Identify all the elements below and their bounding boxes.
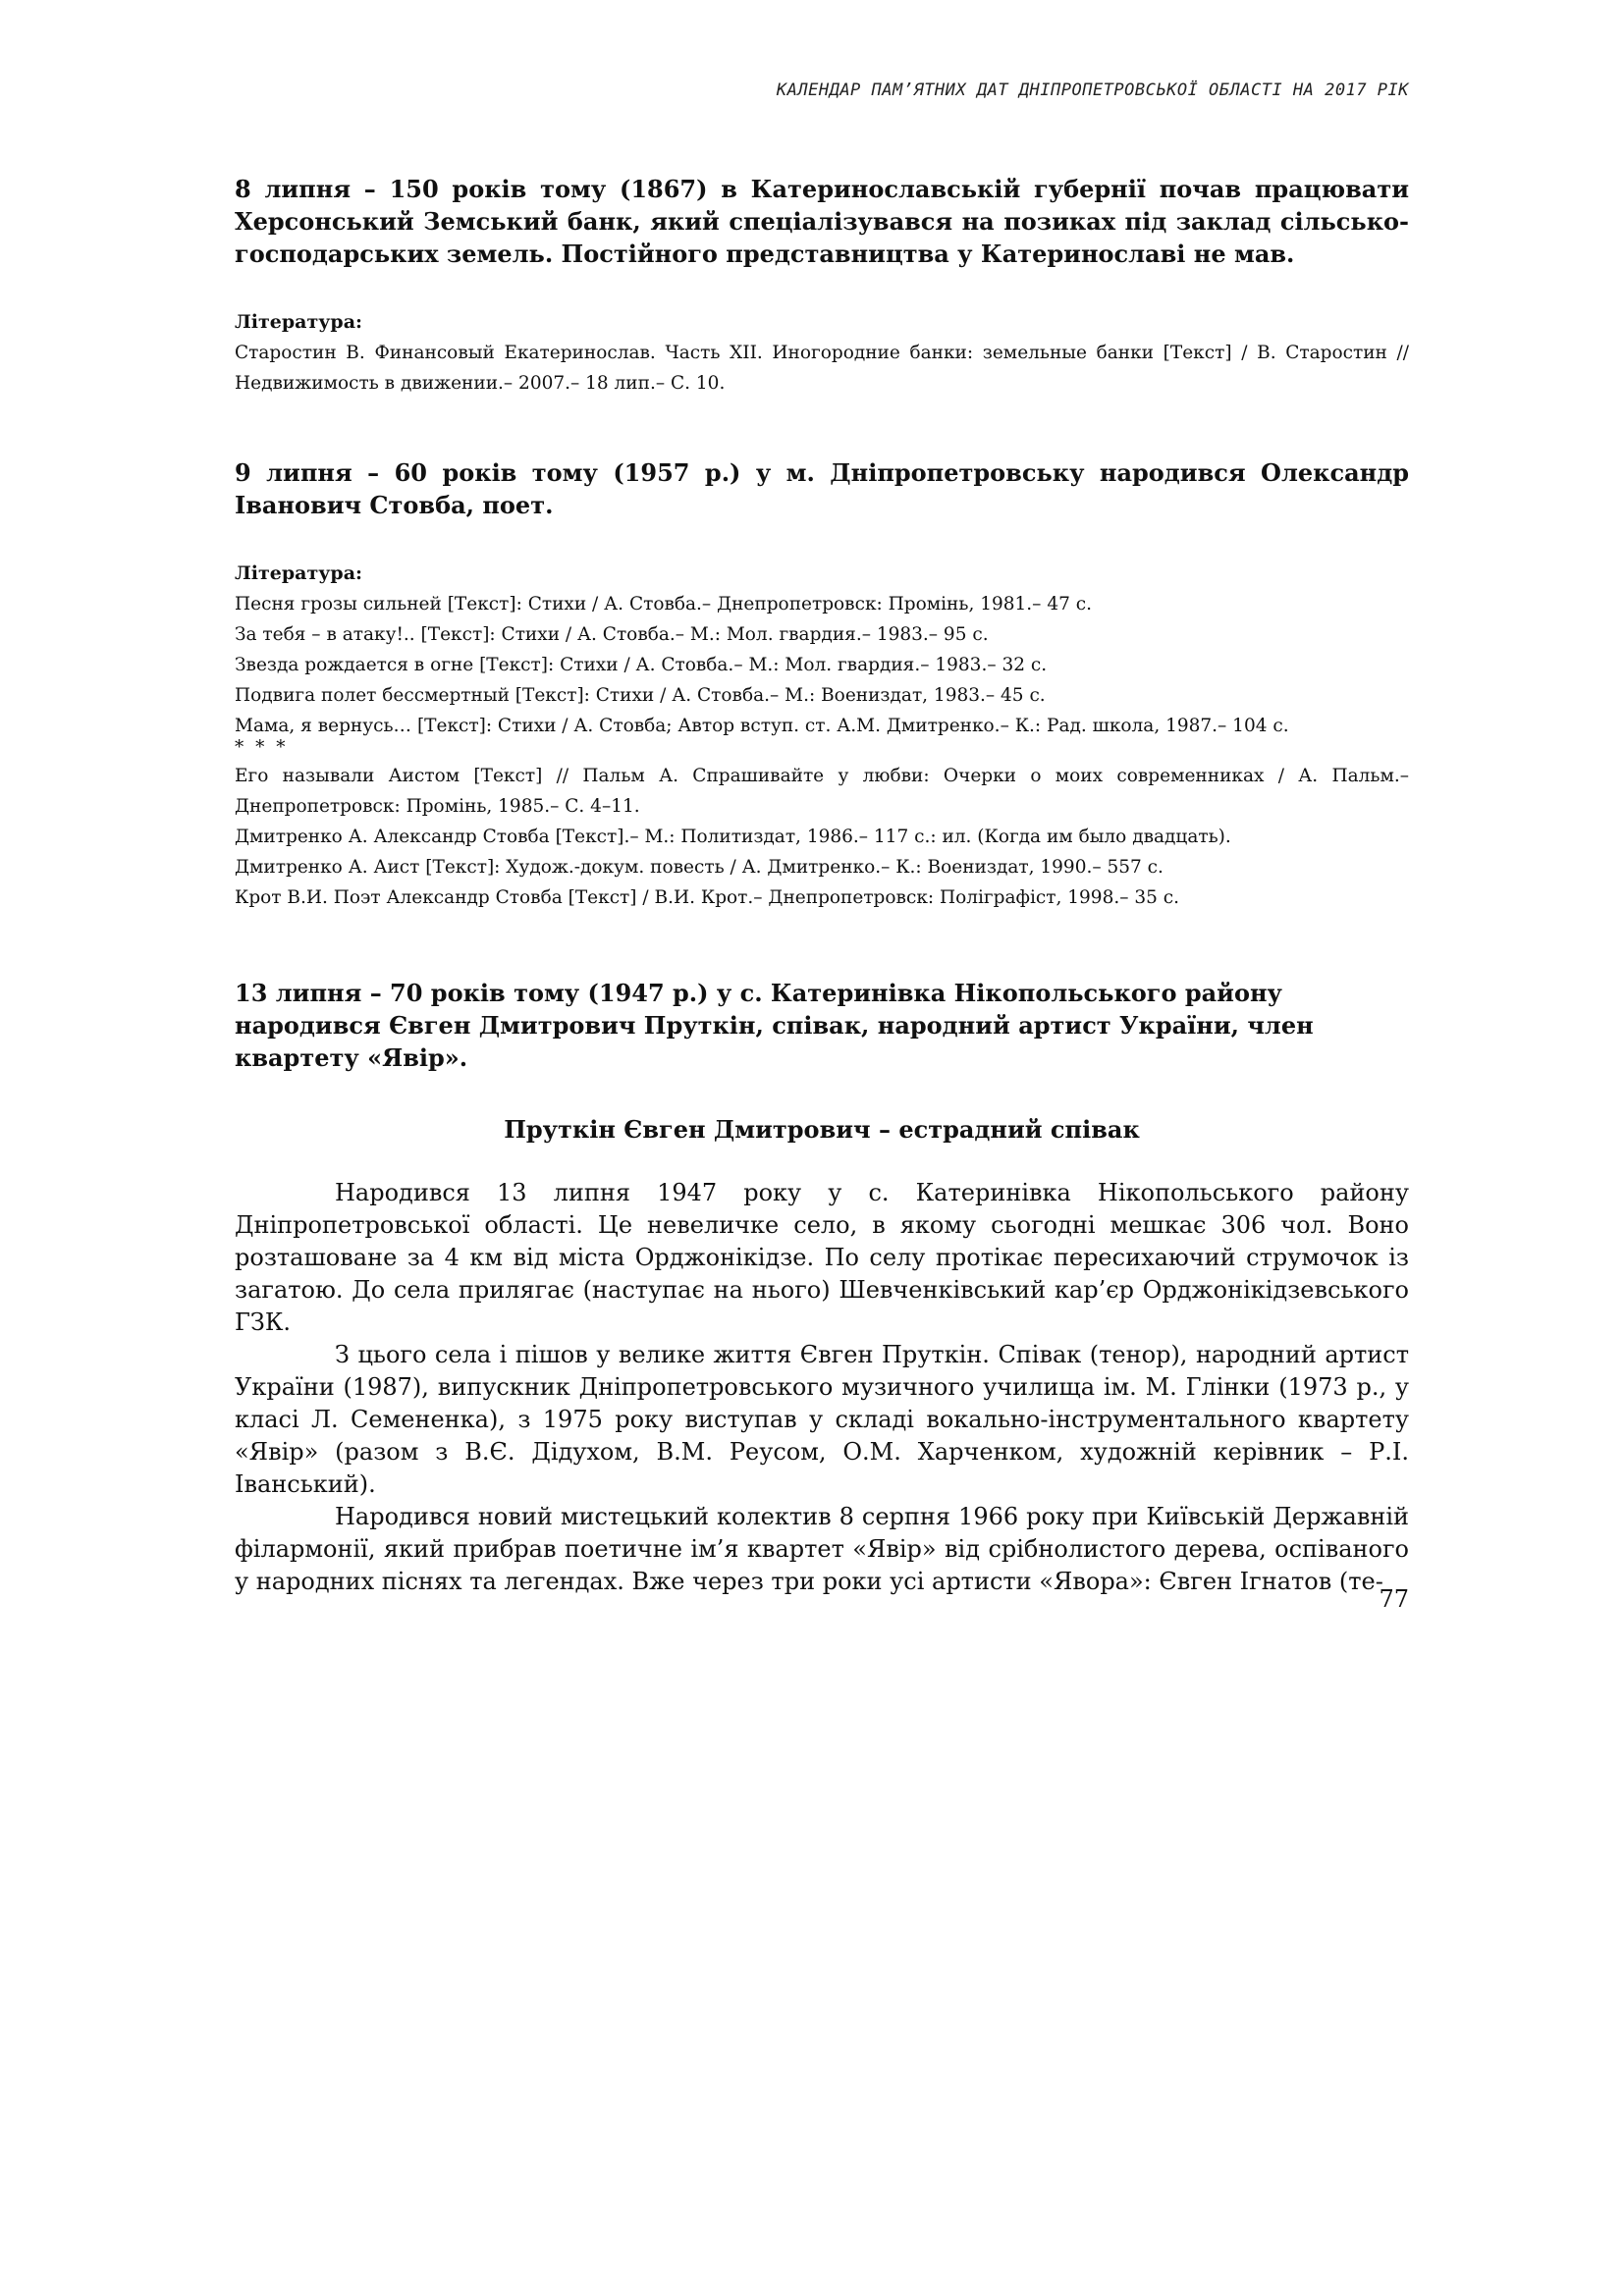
event-section-1 [235, 173, 1409, 399]
literature-item: Звезда рождается в огне [Текст]: Стихи / А. Стовба.– М.: Мол. гвардия.– 1983.– 32 с. [235, 655, 1048, 675]
literature-item: Мама, я вернусь… [Текст]: Стихи / А. Стовба; Автор вступ. ст. А.М. Дмитренко.– К.: Рад. школа, 1987.– 104 с. [235, 716, 1289, 736]
event-heading: 13 липня – 70 років тому (1947 р.) у с. Катеринівка Нікопольського району народився Євген Дмитрович Пруткін, співак, народний артист України, член квартету «Явір». [235, 979, 1314, 1072]
article-body [235, 1177, 1409, 1598]
literature-item: За тебя – в атаку!.. [Текст]: Стихи / А. Стовба.– М.: Мол. гвардия.– 1983.– 95 с. [235, 624, 989, 645]
document-page [235, 0, 1409, 2296]
running-header: КАЛЕНДАР ПАМ’ЯТНИХ ДАТ ДНІПРОПЕТРОВСЬКОЇ ОБЛАСТІ НА 2017 РІК [776, 80, 1409, 100]
event-section-3 [235, 977, 1409, 1598]
literature-list [235, 589, 1409, 913]
page-number: 77 [1379, 1585, 1409, 1613]
body-paragraph: З цього села і пішов у велике життя Євген Пруткін. Співак (тенор), народний артист України (1987), випускник Дніпропетровського музичного училища ім. М. Глінки (1973 р., у класі Л. Семененка), з 1975 року виступав у складі вокально-інструментального квартету «Явір» (разом з В.Є. Дідухом, В.М. Реусом, О.М. Харченком, художній керівник – Р.І. Іванський). [235, 1341, 1409, 1498]
literature-item: Крот В.И. Поэт Александр Стовба [Текст] / В.И. Крот.– Днепропетровск: Поліграфіст, 1998.– 35 с. [235, 887, 1180, 908]
literature-item: Подвига полет бессмертный [Текст]: Стихи / А. Стовба.– М.: Воениздат, 1983.– 45 с. [235, 685, 1046, 706]
literature-item: Его называли Аистом [Текст] // Пальм А. Спрашивайте у любви: Очерки о моих современниках / А. Пальм.– Днепропетровск: Промінь, 1985.– С. 4–11. [235, 766, 1409, 817]
literature-item: Дмитренко А. Александр Стовба [Текст].– М.: Политиздат, 1986.– 117 с.: ил. (Когда им было двадцать). [235, 827, 1231, 847]
body-paragraph: Народився 13 липня 1947 року у с. Катеринівка Нікопольського району Дніпропетровської області. Це невеличке село, в якому сьогодні мешкає 306 чол. Воно розташоване за 4 км від міста Орджонікідзе. По селу протікає пересихаючий струмочок із загатою. До села прилягає (наступає на нього) Шевченківський кар’єр Орджонікідзевського ГЗК. [235, 1179, 1409, 1336]
event-heading: 8 липня – 150 років тому (1867) в Катеринославській губернії почав працювати Херсонський Земський банк, який спеціалізувався на позиках під заклад сільсько-господарських земель. Постійного представництва у Катеринославі не мав. [235, 175, 1409, 268]
event-heading: 9 липня – 60 років тому (1957 р.) у м. Дніпропетровську народився Олександр Іванович Стовба, поет. [235, 458, 1409, 519]
literature-separator: * * * [235, 737, 289, 758]
literature-list [235, 338, 1409, 399]
literature-item: Песня грозы сильней [Текст]: Стихи / А. Стовба.– Днепропетровск: Промінь, 1981.– 47 с. [235, 594, 1092, 614]
body-paragraph: Народився новий мистецький колектив 8 серпня 1966 року при Київській Державній філармонії, який прибрав поетичне ім’я квартет «Явір» від срібнолистого дерева, оспіваного у народних піснях та легендах. Вже через три роки усі артисти «Явора»: Євген Ігнатов (те- [235, 1503, 1409, 1595]
literature-label: Література: [235, 562, 363, 584]
literature-label: Література: [235, 311, 363, 333]
literature-item: Старостин В. Финансовый Екатеринослав. Часть XII. Иногородние банки: земельные банки [Текст] / В. Старостин // Недвижимость в движении.– 2007.– 18 лип.– С. 10. [235, 343, 1409, 394]
literature-item: Дмитренко А. Аист [Текст]: Худож.-докум. повесть / А. Дмитренко.– К.: Воениздат, 1990.– 557 с. [235, 857, 1164, 878]
article-title: Пруткін Євген Дмитрович – естрадний співак [504, 1115, 1140, 1144]
event-section-2 [235, 456, 1409, 913]
